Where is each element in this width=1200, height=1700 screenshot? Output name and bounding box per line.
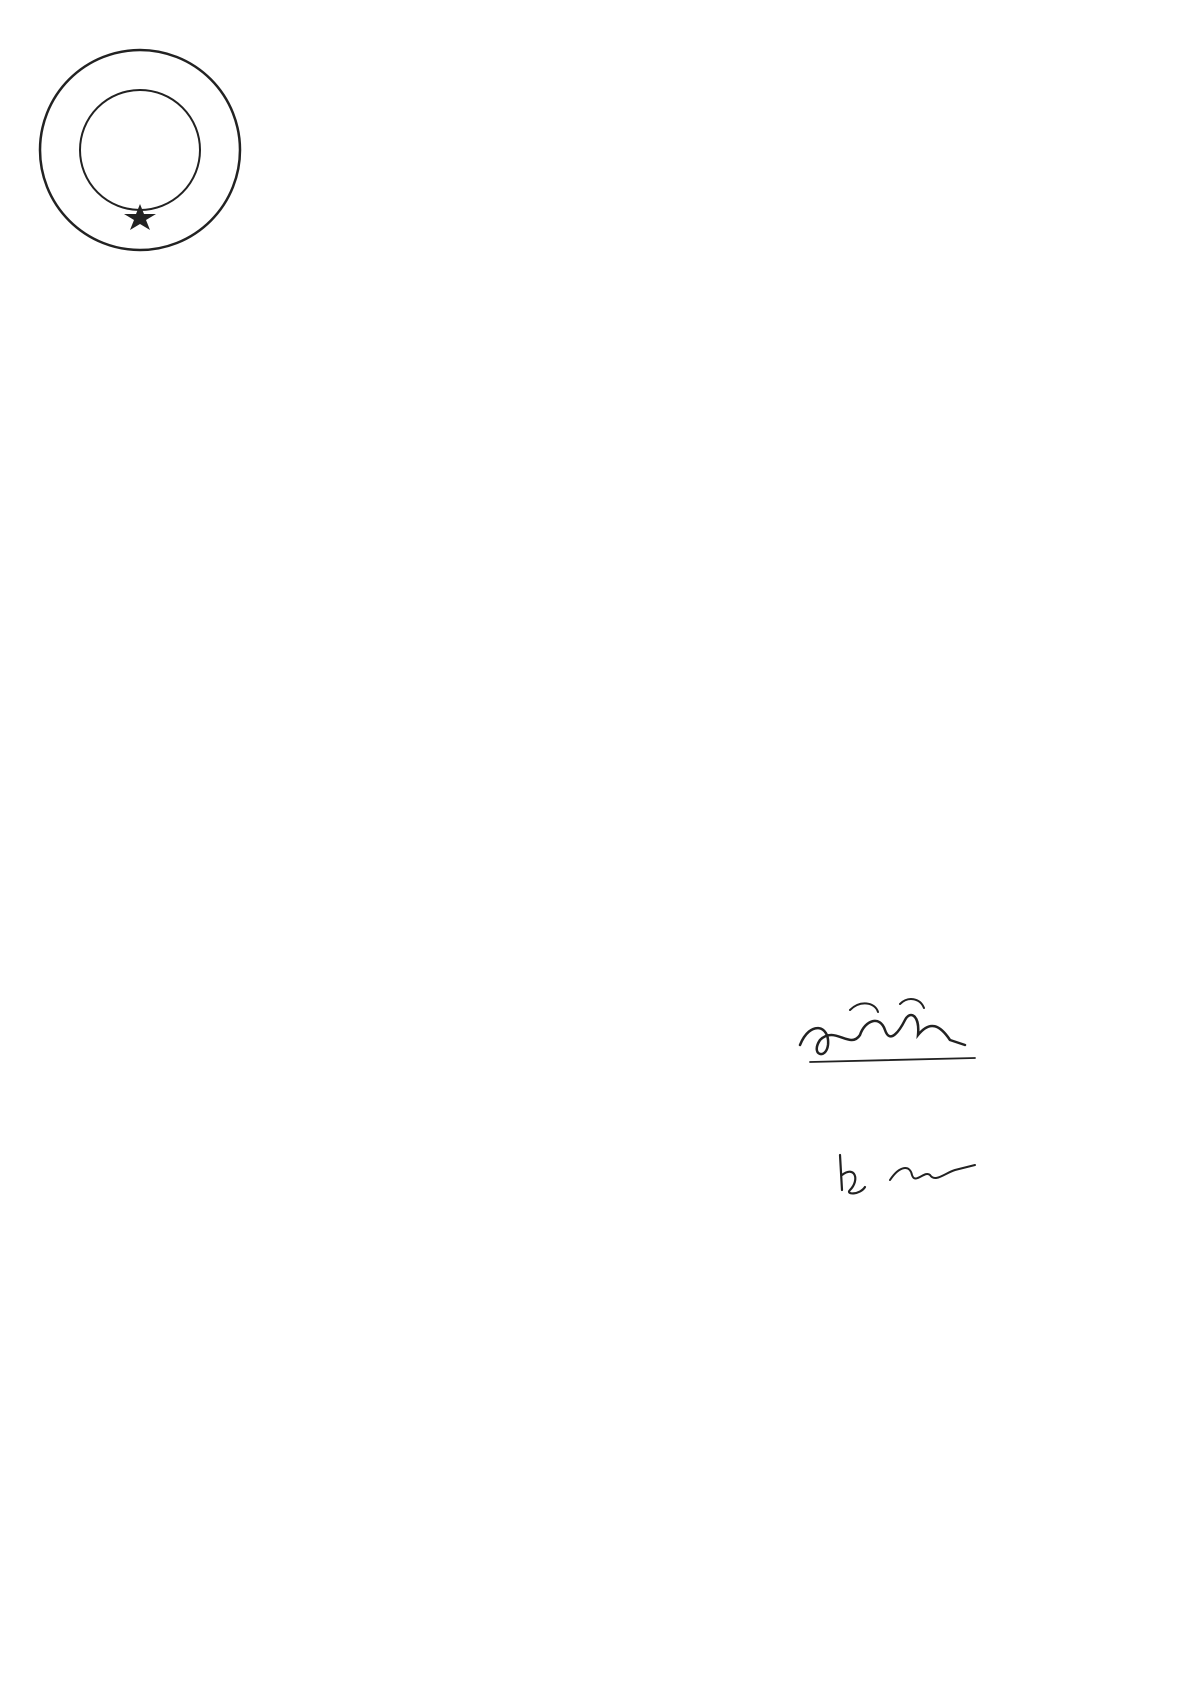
official-seal-icon [30, 40, 250, 260]
handwritten-initials-icon [820, 1145, 990, 1205]
handwritten-signature-icon [790, 990, 990, 1070]
